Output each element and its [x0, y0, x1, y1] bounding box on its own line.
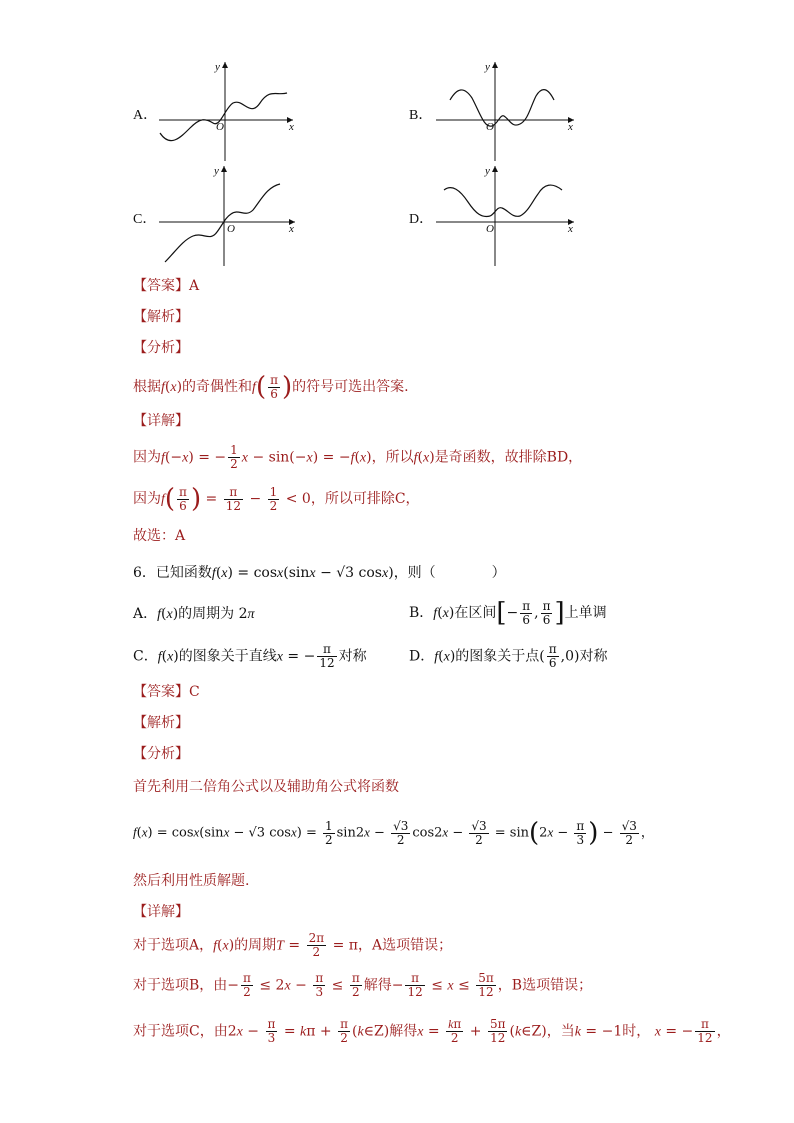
x-label: x	[289, 223, 294, 235]
curve-c	[165, 184, 280, 262]
curve-d	[444, 185, 562, 216]
q5-detail-tag: 【详解】	[133, 413, 189, 429]
q5-analysis-tag: 【解析】	[133, 309, 189, 325]
option-d-label: D．	[409, 212, 434, 227]
origin-label: O	[486, 121, 494, 133]
x-label: x	[568, 223, 573, 235]
q6-option-c: C．f(x)的图象关于直线x = − $\frac{\pi}{12}$ 对称	[133, 642, 367, 670]
y-label: y	[215, 61, 220, 73]
y-label: y	[485, 165, 490, 177]
option-a-label: A．	[133, 108, 158, 123]
q5-detail-line1: 因为f(−x) = − $\frac{1}{2}$ x − sin(−x) = −f(x)，所以f(x)是奇函数，故排除BD，	[133, 443, 583, 471]
graph-a	[155, 58, 295, 163]
y-label: y	[485, 61, 490, 73]
q6-answer-tag: 【答案】C	[133, 684, 200, 700]
q5-fenxi-tag: 【分析】	[133, 340, 189, 356]
q5-detail-line2: 因为f( $\frac{\pi}{6}$ ) = $\frac{\pi}{12}$ − $\frac{1}{2}$ < 0，所以可排除C，	[133, 484, 420, 514]
option-b-label: B．	[409, 108, 433, 123]
q6-fenxi-tag: 【分析】	[133, 746, 189, 762]
curve-b	[450, 90, 554, 127]
q6-detail-tag: 【详解】	[133, 904, 189, 920]
graph-c	[155, 162, 300, 268]
graph-d	[432, 162, 582, 268]
q5-fenxi-text: 根据f(x)的奇偶性和f( $\frac{\pi}{6}$ )的符号可选出答案.	[133, 372, 409, 402]
y-axis-arrow	[221, 166, 227, 172]
q6-stem: 6．已知函数f(x) = cosx(sinx − √3 cosx)，则（ ）	[133, 565, 506, 581]
y-axis-arrow	[222, 62, 228, 68]
x-label: x	[289, 121, 294, 133]
y-label: y	[214, 165, 219, 177]
y-axis-arrow	[492, 166, 498, 172]
curve-a	[160, 93, 287, 141]
q6-option-d: D．f(x)的图象关于点( $\frac{\pi}{6}$ ,0)对称	[409, 642, 608, 670]
option-c-label: C．	[133, 212, 157, 227]
q6-detail-a: 对于选项A，f(x)的周期T = $\frac{2\pi}{2}$ = π，A选项错误；	[133, 931, 453, 959]
graph-b	[432, 58, 582, 163]
y-axis-arrow	[492, 62, 498, 68]
x-label: x	[568, 121, 573, 133]
q6-formula: f(x) = cosx(sinx − √3 cosx) = $\frac{1}{2}$ sin2x − $\frac{√3}{2}$ cos2x − $\frac{√3}{2}$ = sin(2x − $\frac{\pi}{3}$ ) − $\frac{√3}{2}$ ，	[133, 818, 654, 848]
q5-choice: 故选：A	[133, 528, 186, 544]
q6-detail-b: 对于选项B，由− $\frac{\pi}{2}$ ≤ 2x − $\frac{\pi}{3}$ ≤ $\frac{\pi}{2}$ 解得− $\frac{\pi}{12}$ ≤ x ≤ $\frac{5\pi}{12}$ ，B选项错误；	[133, 971, 593, 999]
origin-label: O	[227, 223, 235, 235]
q6-detail-c: 对于选项C，由2x − $\frac{\pi}{3}$ = kπ + $\frac{\pi}{2}$ (k∈Z)解得x = $\frac{k\pi}{2}$ + $\frac{5\pi}{12}$ (k∈Z)，当k = −1时， x = − $\frac{\pi}{12}$ ，	[133, 1017, 731, 1045]
q5-answer-tag: 【答案】A	[133, 278, 200, 294]
q6-after: 然后利用性质解题.	[133, 873, 250, 889]
origin-label: O	[486, 223, 494, 235]
q6-fenxi-text: 首先利用二倍角公式以及辅助角公式将函数	[133, 779, 399, 795]
q6-analysis-tag: 【解析】	[133, 715, 189, 731]
q6-option-b: B．f(x)在区间[− $\frac{\pi}{6}$ , $\frac{\pi}{6}$ ]上单调	[409, 598, 607, 628]
origin-label: O	[216, 121, 224, 133]
q6-option-a: A．f(x)的周期为 2π	[133, 606, 255, 622]
